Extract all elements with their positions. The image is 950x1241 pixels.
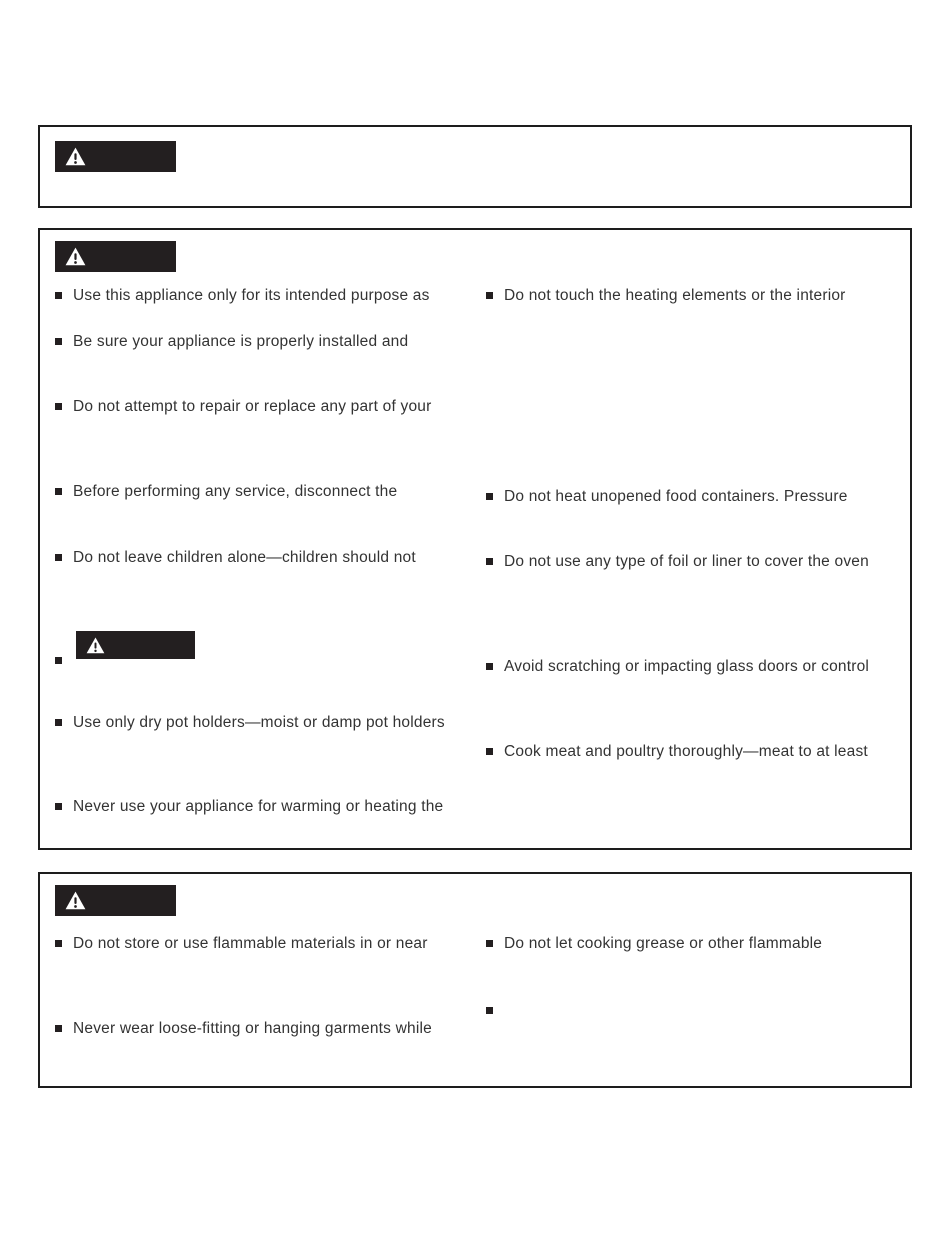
- list-item: [486, 487, 896, 506]
- bullet-square-icon: [55, 719, 62, 726]
- list-item-text: Be sure your appliance is properly installed and: [73, 333, 409, 350]
- bullet-square-icon: [55, 1025, 62, 1032]
- warning-triangle-icon: [65, 247, 86, 266]
- list-item-text: Use this appliance only for its intended purpose as: [73, 287, 430, 304]
- list-item: [55, 934, 465, 953]
- list-item: [55, 332, 465, 351]
- warning-label: [55, 141, 176, 172]
- warning-triangle-icon: [65, 891, 86, 910]
- list-item: [486, 934, 896, 953]
- bullet-square-icon: [486, 292, 493, 299]
- bullet-square-icon: [55, 403, 62, 410]
- list-item: [55, 1019, 465, 1038]
- list-item: [486, 286, 896, 305]
- list-item: [55, 482, 465, 501]
- warning-label: [55, 885, 176, 916]
- bullet-square-icon: [486, 663, 493, 670]
- list-item: [55, 713, 465, 732]
- list-item-text: Do not store or use flammable materials in or near: [73, 935, 428, 952]
- list-item: [486, 657, 896, 676]
- list-item-text: Do not leave children alone—children should not: [73, 549, 416, 566]
- warning-label: [55, 241, 176, 272]
- list-item: [55, 286, 465, 305]
- list-item: [55, 397, 465, 416]
- bullet-square-icon: [486, 748, 493, 755]
- bullet-square-icon: [55, 803, 62, 810]
- bullet-square-icon: [486, 1007, 493, 1014]
- bullet-square-icon: [486, 558, 493, 565]
- bullet-square-icon: [55, 657, 62, 664]
- list-item-text: Never wear loose-fitting or hanging garments while: [73, 1020, 432, 1037]
- bullet-square-icon: [55, 554, 62, 561]
- list-item: [55, 797, 465, 816]
- bullet-square-icon: [55, 488, 62, 495]
- list-item: [486, 742, 896, 761]
- bullet-square-icon: [55, 338, 62, 345]
- list-item-text: Before performing any service, disconnect the: [73, 483, 398, 500]
- bullet-square-icon: [486, 940, 493, 947]
- list-item-text: Never use your appliance for warming or heating the: [73, 798, 444, 815]
- warning-triangle-icon: [65, 147, 86, 166]
- list-item: [486, 1001, 896, 1014]
- list-item: [55, 548, 465, 567]
- warning-triangle-icon: [86, 637, 105, 654]
- list-item-text: Do not attempt to repair or replace any part of your: [73, 398, 432, 415]
- list-item: [486, 552, 896, 571]
- list-item-text: Do not use any type of foil or liner to cover the oven: [504, 553, 869, 570]
- list-item-text: Do not touch the heating elements or the interior: [504, 287, 846, 304]
- inline-warning-label: [76, 631, 195, 659]
- list-item-text: Use only dry pot holders—moist or damp pot holders: [73, 714, 445, 731]
- list-item-text: Cook meat and poultry thoroughly—meat to at least: [504, 743, 868, 760]
- list-item-text: Avoid scratching or impacting glass doors or control: [504, 658, 870, 675]
- bullet-square-icon: [55, 292, 62, 299]
- list-item-text: Do not heat unopened food containers. Pressure: [504, 488, 848, 505]
- bullet-square-icon: [486, 493, 493, 500]
- bullet-square-icon: [55, 940, 62, 947]
- list-item-text: Do not let cooking grease or other flammable: [504, 935, 823, 952]
